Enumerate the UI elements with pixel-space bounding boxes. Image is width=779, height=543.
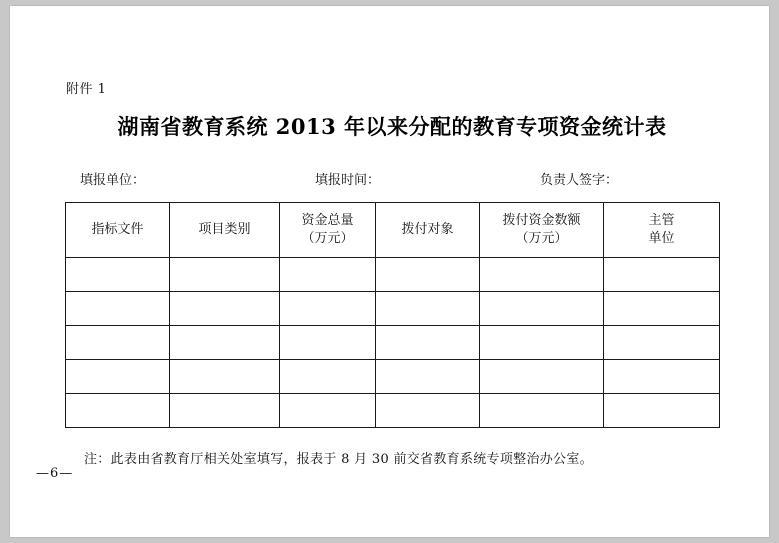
table-cell[interactable] [480, 292, 604, 326]
column-header-allocation-target [376, 203, 480, 258]
table-cell[interactable] [480, 326, 604, 360]
header-line-2: （万元） [301, 231, 354, 246]
column-header-indicator-document [66, 203, 170, 258]
table-row [66, 394, 720, 428]
table-cell[interactable] [170, 360, 280, 394]
table-cell[interactable] [66, 326, 170, 360]
meta-reporting-unit: 填报单位： [80, 173, 146, 188]
header-line-1: 指标文件 [91, 222, 144, 238]
table-cell[interactable] [66, 360, 170, 394]
table-cell[interactable] [480, 258, 604, 292]
table-cell[interactable] [170, 258, 280, 292]
meta-responsible-signature: 负责人签字： [540, 173, 619, 188]
table-cell[interactable] [604, 360, 720, 394]
header-line-1: 拨付对象 [401, 222, 454, 238]
header-line-2: 单位 [648, 231, 675, 246]
table-cell[interactable] [376, 292, 480, 326]
table-cell[interactable] [480, 394, 604, 428]
meta-row [58, 169, 726, 188]
table-cell[interactable] [66, 292, 170, 326]
table-cell[interactable] [280, 326, 376, 360]
table-cell[interactable] [376, 394, 480, 428]
table-cell[interactable] [604, 326, 720, 360]
header-line-1: 资金总量 [301, 213, 354, 229]
table-cell[interactable] [170, 394, 280, 428]
header-line-2: （万元） [515, 231, 568, 246]
table-cell[interactable] [170, 326, 280, 360]
table-cell[interactable] [376, 360, 480, 394]
column-header-total-funds [280, 203, 376, 258]
table-cell[interactable] [66, 394, 170, 428]
table-cell[interactable] [376, 326, 480, 360]
header-line-1: 拨付资金数额 [502, 213, 581, 229]
fund-statistics-table [65, 202, 720, 428]
table-cell[interactable] [170, 292, 280, 326]
table-row [66, 326, 720, 360]
table-cell[interactable] [604, 292, 720, 326]
document-page [10, 6, 769, 537]
meta-reporting-time: 填报时间： [315, 173, 381, 188]
table-cell[interactable] [280, 292, 376, 326]
table-cell[interactable] [280, 258, 376, 292]
table-cell[interactable] [604, 394, 720, 428]
page-number: —6— [36, 466, 74, 481]
table-header-row [66, 203, 720, 258]
table-cell[interactable] [480, 360, 604, 394]
table-cell[interactable] [280, 394, 376, 428]
document-content [58, 78, 726, 467]
table-cell[interactable] [604, 258, 720, 292]
attachment-label: 附件 1 [66, 82, 107, 97]
column-header-project-category [170, 203, 280, 258]
header-line-1: 主管 [648, 213, 675, 229]
column-header-allocated-amount [480, 203, 604, 258]
table-note: 注：此表由省教育厅相关处室填写，报表于 8 月 30 前交省教育系统专项整治办公室。 [84, 452, 593, 467]
header-line-1: 项目类别 [198, 222, 251, 238]
table-row [66, 258, 720, 292]
table-row [66, 292, 720, 326]
table-cell[interactable] [376, 258, 480, 292]
table-cell[interactable] [280, 360, 376, 394]
column-header-supervising-unit [604, 203, 720, 258]
table-cell[interactable] [66, 258, 170, 292]
page-title: 湖南省教育系统 2013 年以来分配的教育专项资金统计表 [117, 114, 667, 139]
table-row [66, 360, 720, 394]
